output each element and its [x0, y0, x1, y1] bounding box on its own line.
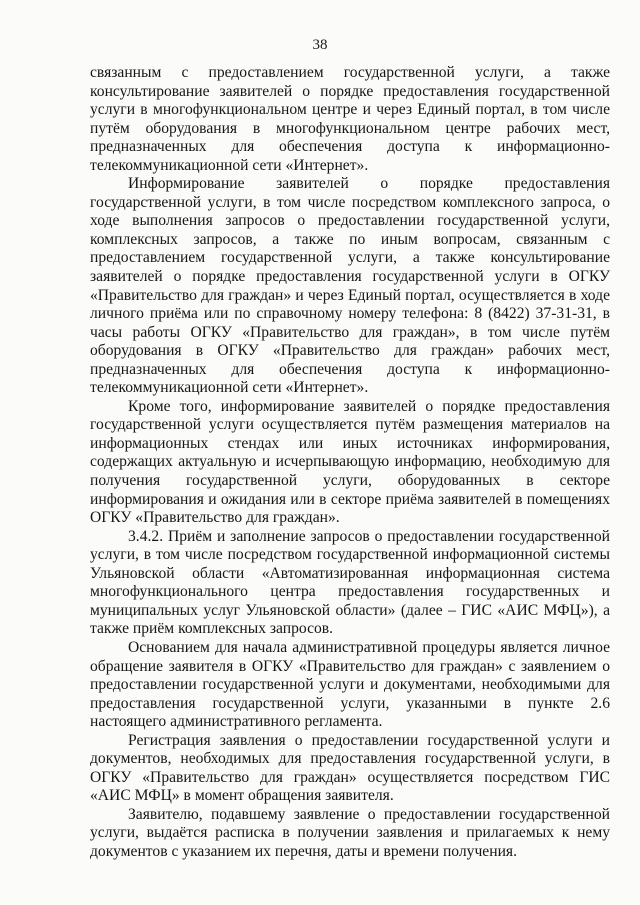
paragraph-receipt: Заявителю, подавшему заявление о предоставлении государственной услуги, выдаётся расписка в получении заявления и прилагаемых к нему документов с указанием их перечня, даты и времени получения. — [90, 805, 610, 860]
paragraph-info-stands: Кроме того, информирование заявителей о порядке предоставления государственной услуги осуществляется путём размещения материалов на информационных стендах или иных источниках информирования, содержащих актуальную и исчерпывающую информацию, необходимую для получения государственной услуги, оборудованных в секторе информирования и ожидания или в секторе приёма заявителей в помещениях ОГКУ «Правительство для граждан». — [90, 397, 610, 527]
document-body — [90, 64, 610, 862]
paragraph-procedure-basis: Основанием для начала административной процедуры является личное обращение заявителя в ОГКУ «Правительство для граждан» с заявлением о предоставлении государственной услуги и документами, необходимыми для предоставления государственной услуги, указанными в пункте 2.6 настоящего административного регламента. — [90, 638, 610, 731]
paragraph-informing: Информирование заявителей о порядке предоставления государственной услуги, в том числе посредством комплексного запроса, о ходе выполнения запросов о предоставлении государственной услуги, комплексных запросов, а также по иным вопросам, связанным с предоставлением государственной услуги, а также консультирование заявителей о порядке предоставления государственной услуги в ОГКУ «Правительство для граждан» и через Единый портал, осуществляется в ходе личного приёма или по справочному номеру телефона: 8 (8422) 37-31-31, в часы работы ОГКУ «Правительство для граждан», в том числе путём оборудования в ОГКУ «Правительство для граждан» рабочих мест, предназначенных для обеспечения доступа к информационно-телекоммуникационной сети «Интернет». — [90, 175, 610, 397]
paragraph-continuation: связанным с предоставлением государственной услуги, а также консультирование заявителей о порядке предоставления государственной услуги в многофункциональном центре и через Единый портал, в том числе путём оборудования в многофункциональном центре рабочих мест, предназначенных для обеспечения доступа к информационно-телекоммуникационной сети «Интернет». — [90, 64, 610, 174]
paragraph-section-3-4-2: 3.4.2. Приём и заполнение запросов о предоставлении государственной услуги, в том числе посредством государственной информационной системы Ульяновской области «Автоматизированная информационная система многофункционального центра предоставления государственных и муниципальных услуг Ульяновской области» (далее – ГИС «АИС МФЦ»), а также приём комплексных запросов. — [90, 527, 610, 638]
paragraph-registration: Регистрация заявления о предоставлении государственной услуги и документов, необходимых для предоставления государственной услуги, в ОГКУ «Правительство для граждан» осуществляется посредством ГИС «АИС МФЦ» в момент обращения заявителя. — [90, 731, 610, 805]
page-number: 38 — [312, 37, 328, 53]
